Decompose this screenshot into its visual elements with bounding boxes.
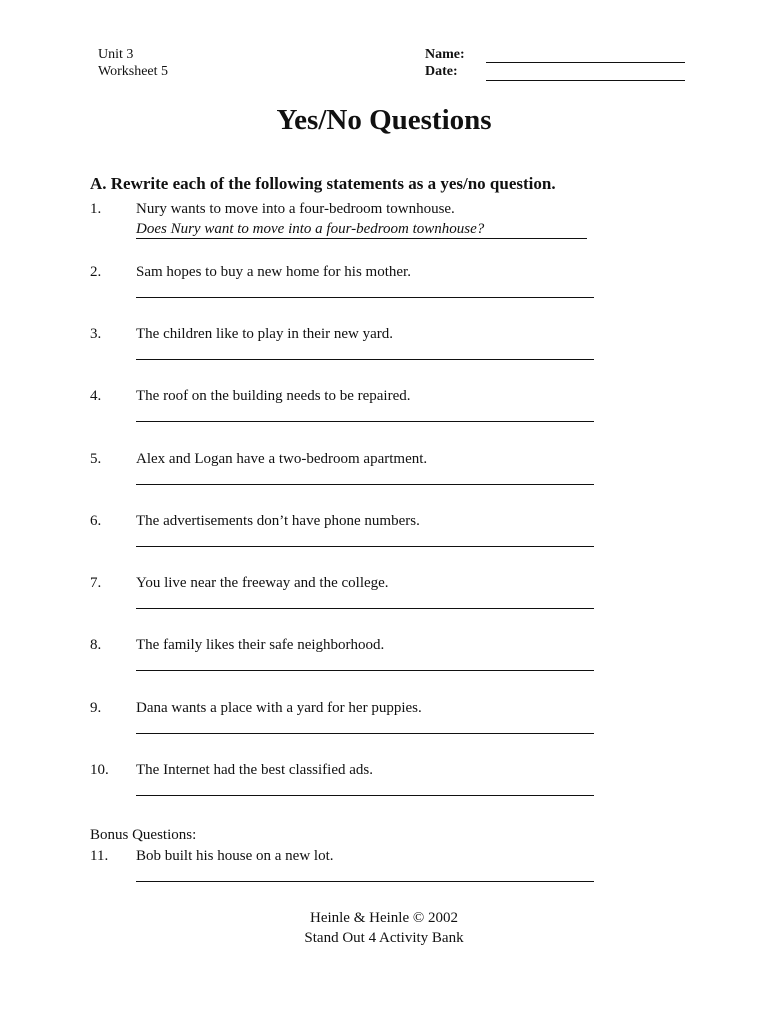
book-title: Stand Out 4 Activity Bank	[304, 930, 464, 946]
bonus-label: Bonus Questions:	[90, 827, 197, 843]
copyright: Heinle & Heinle © 2002	[309, 910, 459, 926]
question-statement: Alex and Logan have a two-bedroom apartment.	[136, 451, 428, 467]
question-statement: You live near the freeway and the college.	[136, 575, 389, 591]
question-number: 2.	[90, 264, 102, 280]
question-number: 8.	[90, 637, 102, 653]
worksheet-label: Worksheet 5	[98, 64, 169, 79]
question-number: 10.	[90, 762, 109, 778]
date-label: Date:	[425, 64, 458, 79]
answer-line[interactable]	[136, 297, 594, 298]
answer-line[interactable]	[136, 733, 594, 734]
question-number: 9.	[90, 700, 102, 716]
question-statement: The advertisements don’t have phone numbers.	[136, 513, 420, 529]
example-answer: Does Nury want to move into a four-bedroom townhouse?	[136, 221, 587, 239]
question-statement: Bob built his house on a new lot.	[136, 848, 334, 864]
name-field[interactable]	[486, 62, 685, 63]
question-statement: The family likes their safe neighborhood.	[136, 637, 385, 653]
unit-label: Unit 3	[98, 47, 134, 62]
question-number: 4.	[90, 388, 102, 404]
question-statement: Nury wants to move into a four-bedroom townhouse.	[136, 201, 455, 217]
name-label: Name:	[425, 47, 465, 62]
answer-line[interactable]	[136, 546, 594, 547]
question-number: 1.	[90, 201, 102, 217]
question-number: 5.	[90, 451, 102, 467]
worksheet-info	[98, 46, 168, 80]
question-statement: Sam hopes to buy a new home for his mother.	[136, 264, 411, 280]
question-number: 6.	[90, 513, 102, 529]
answer-line[interactable]	[136, 359, 594, 360]
date-field[interactable]	[486, 80, 685, 81]
question-statement: Dana wants a place with a yard for her puppies.	[136, 700, 422, 716]
page-title: Yes/No Questions	[276, 104, 492, 136]
question-statement: The roof on the building needs to be repaired.	[136, 388, 411, 404]
answer-line[interactable]	[136, 795, 594, 796]
question-number: 3.	[90, 326, 102, 342]
question-statement: The children like to play in their new yard.	[136, 326, 393, 342]
answer-line[interactable]	[136, 608, 594, 609]
question-statement: The Internet had the best classified ads.	[136, 762, 373, 778]
answer-line[interactable]	[136, 484, 594, 485]
question-number: 11.	[90, 848, 109, 864]
student-info-labels	[425, 46, 465, 80]
section-heading: A. Rewrite each of the following statements as a yes/no question.	[90, 174, 556, 193]
answer-line[interactable]	[136, 881, 594, 882]
answer-line[interactable]	[136, 670, 594, 671]
question-number: 7.	[90, 575, 102, 591]
answer-line[interactable]	[136, 421, 594, 422]
